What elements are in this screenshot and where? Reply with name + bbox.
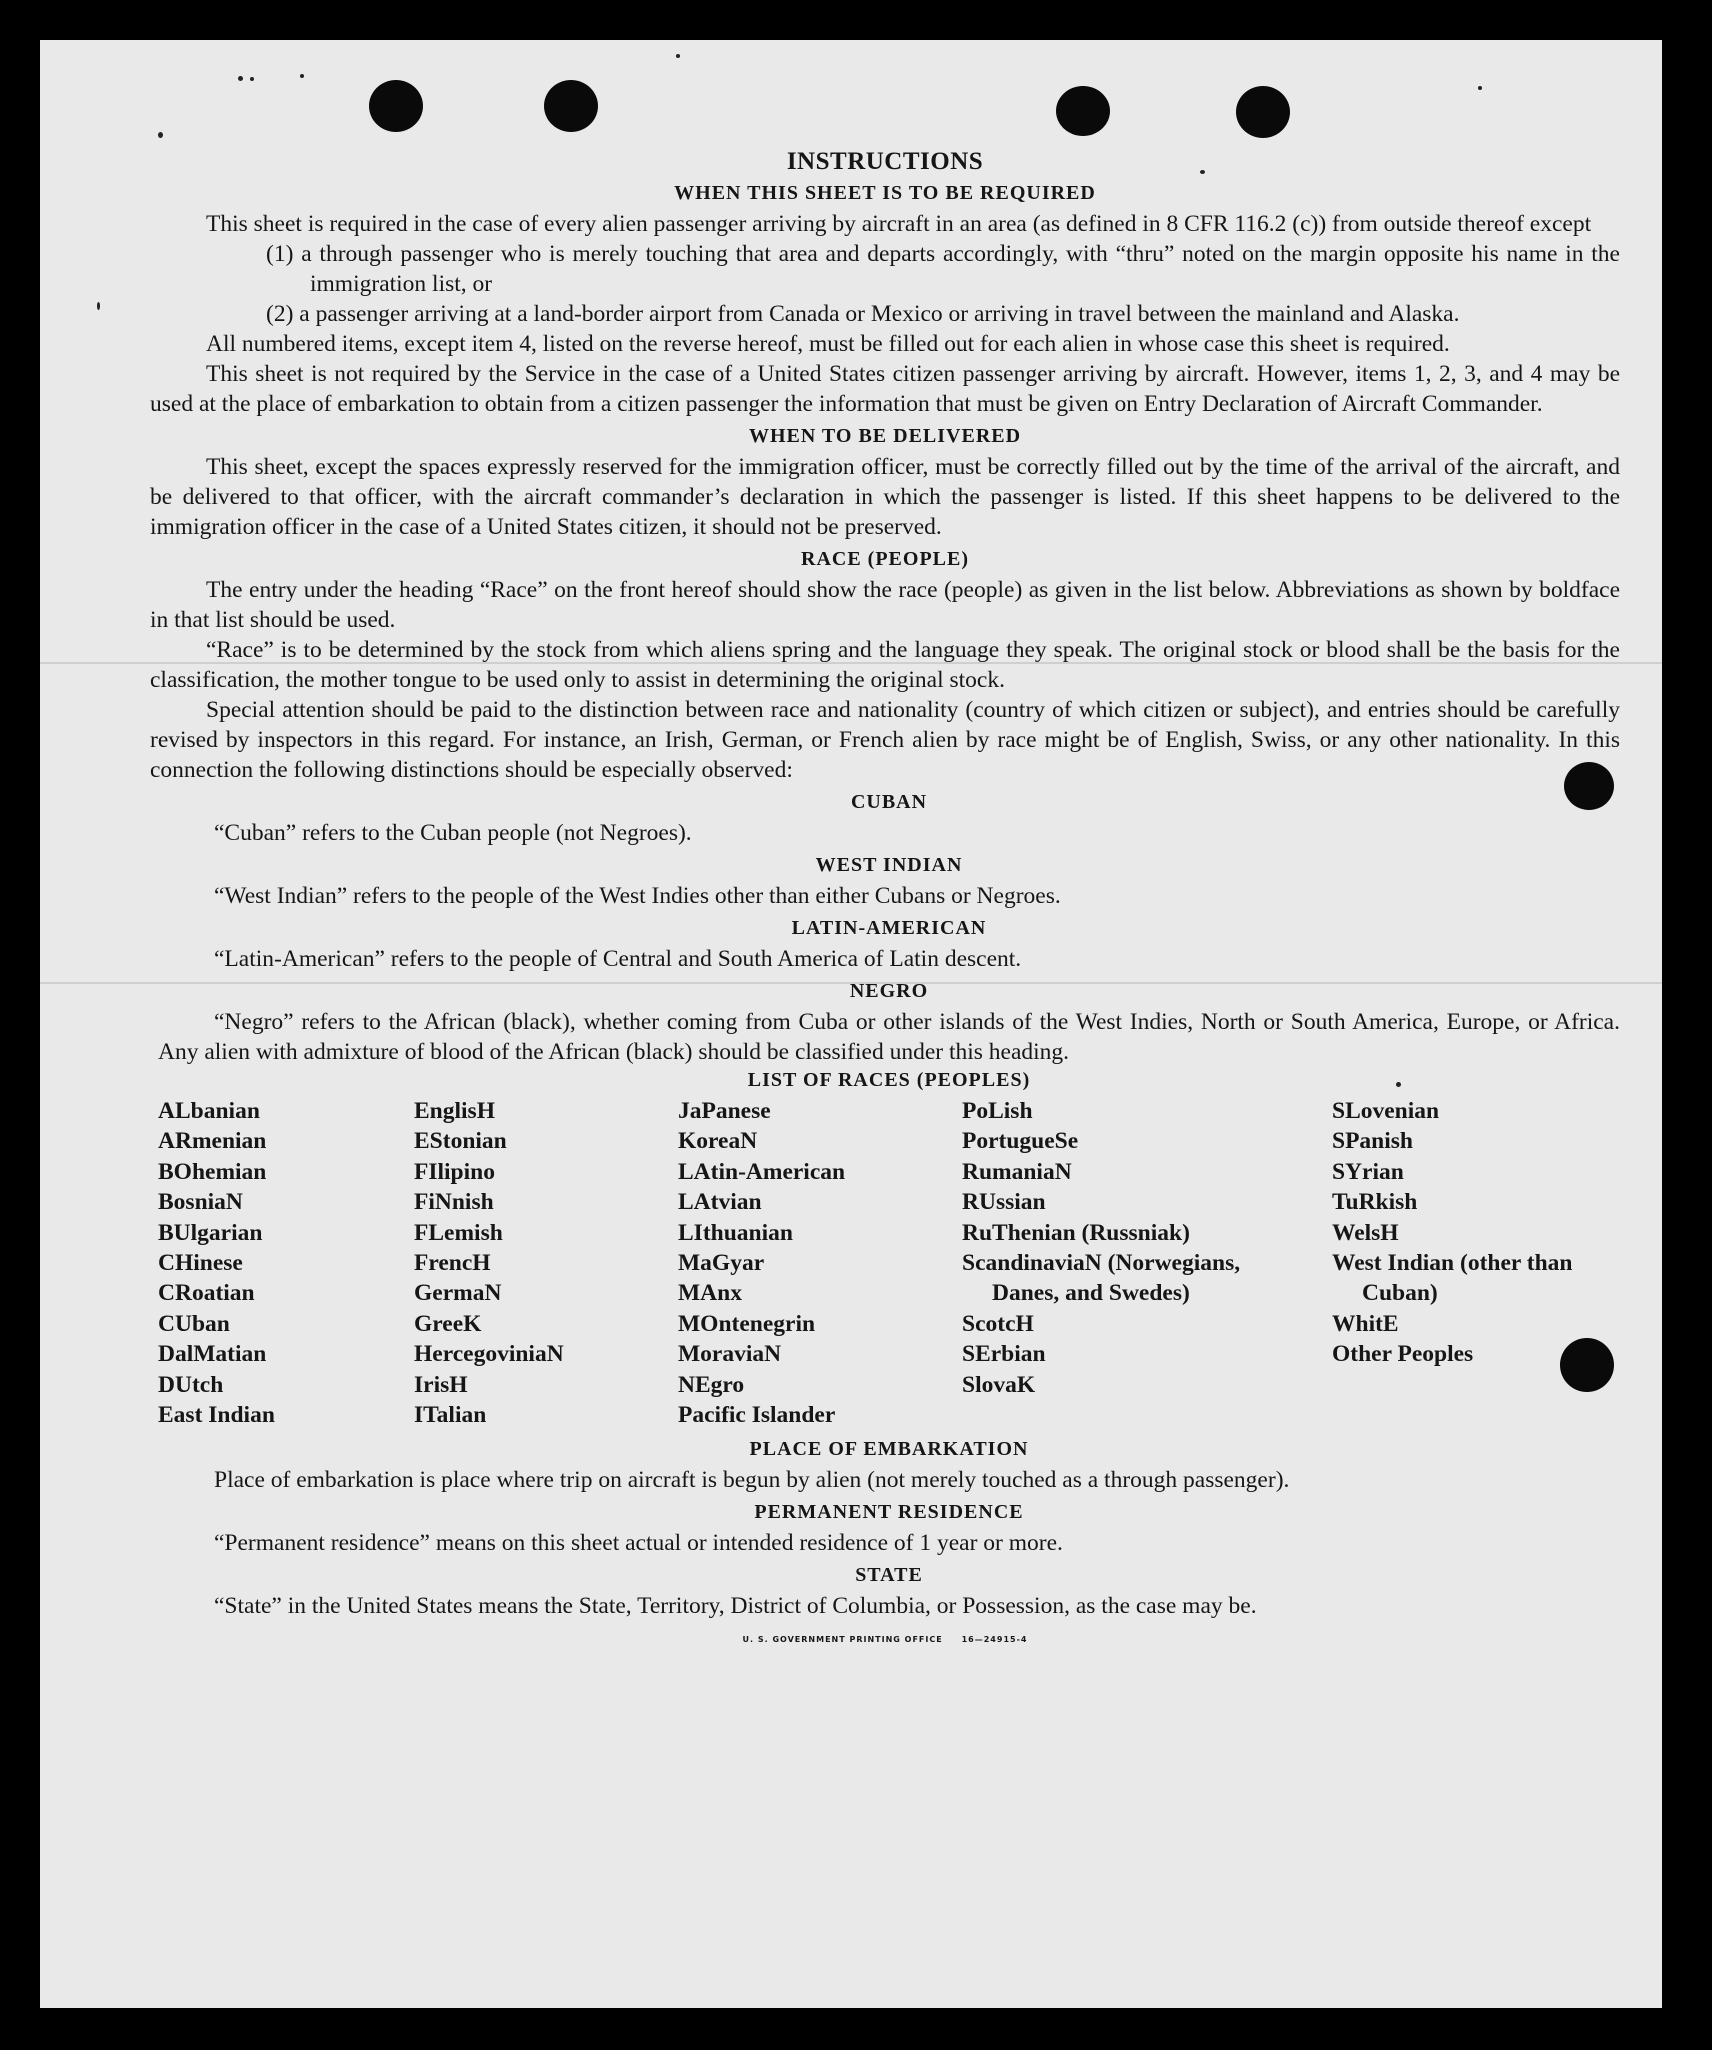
races-column-1 (158, 1096, 414, 1430)
list-item: (1) a through passenger who is merely touching that area and departs accordingly, with “thru” noted on the margin opposite his name in the immigration list, or (266, 241, 1620, 297)
race-item: EStonian (414, 1128, 507, 1155)
punch-hole (1236, 86, 1290, 138)
race-item: ScotcH (962, 1310, 1034, 1337)
race-item: East Indian (158, 1402, 275, 1429)
paragraph: Special attention should be paid to the distinction between race and nationality (country of which citizen or subject), and entries should be carefully revised by inspectors in this regard. For instance, an Irish, German, or French alien by race might be of English, Swiss, or any other nationality. In this connection the following distinctions should be especially observed: (150, 697, 1620, 783)
race-item: DalMatian (158, 1341, 267, 1368)
race-item: RumaniaN (962, 1158, 1072, 1185)
printer-imprint: U. S. GOVERNMENT PRINTING OFFICE 16—24915-4 (742, 1635, 1028, 1645)
race-item: CRoatian (158, 1280, 255, 1307)
paragraph: “Cuban” refers to the Cuban people (not Negroes). (214, 820, 692, 846)
race-item: SYrian (1332, 1158, 1404, 1185)
races-column-4 (962, 1096, 1332, 1430)
race-item: DUtch (158, 1371, 224, 1398)
race-item: CUban (158, 1310, 230, 1337)
races-column-5 (1332, 1096, 1612, 1430)
races-column-3 (678, 1096, 962, 1430)
race-item: WelsH (1332, 1219, 1399, 1246)
paragraph: “Race” is to be determined by the stock from which aliens spring and the language they speak. The original stock or blood shall be the basis for the classification, the mother tongue to be used only to assist in determining the original stock. (150, 637, 1620, 693)
paragraph: This sheet is required in the case of every alien passenger arriving by aircraft in an area (as defined in 8 CFR 116.2 (c)) from outside thereof except (206, 211, 1592, 237)
document-page (40, 40, 1662, 2008)
race-item: CHinese (158, 1250, 243, 1277)
paragraph: “Permanent residence” means on this sheet actual or intended residence of 1 year or more. (214, 1530, 1063, 1557)
race-item: LAtin-American (678, 1158, 846, 1185)
race-item: RUssian (962, 1189, 1046, 1216)
subsection-heading: WEST INDIAN (815, 854, 963, 876)
race-item: BUlgarian (158, 1219, 263, 1246)
race-item: LIthuanian (678, 1219, 793, 1246)
subsection-heading: LATIN-AMERICAN (791, 917, 987, 939)
section-heading: RACE (PEOPLE) (801, 548, 969, 570)
paragraph: This sheet, except the spaces expressly reserved for the immigration officer, must be correctly filled out by the time of the arrival of the aircraft, and be delivered to that officer, with the aircraft commander’s declaration in which the passenger is listed. If this sheet happens to be delivered to the immigration officer in the case of a United States citizen, it should not be preserved. (150, 454, 1620, 540)
race-item: RuThenian (Russniak) (962, 1219, 1190, 1246)
race-item: JaPanese (678, 1098, 771, 1124)
race-item: SlovaK (962, 1371, 1036, 1398)
race-item: FrencH (414, 1250, 491, 1277)
race-item: WhitE (1332, 1310, 1399, 1337)
punch-hole (369, 80, 423, 132)
section-heading: WHEN THIS SHEET IS TO BE REQUIRED (674, 182, 1096, 204)
section-heading: WHEN TO BE DELIVERED (748, 425, 1022, 447)
paragraph: The entry under the heading “Race” on the front hereof should show the race (people) as given in the list below. Abbreviations as shown by boldface in that list should be used. (150, 577, 1620, 633)
race-item: PoLish (962, 1098, 1033, 1124)
race-item: NEgro (678, 1371, 745, 1398)
race-item: SPanish (1332, 1128, 1413, 1155)
paragraph: All numbered items, except item 4, listed on the reverse hereof, must be filled out for each alien in whose case this sheet is required. (206, 331, 1450, 357)
race-item: Other Peoples (1332, 1341, 1474, 1368)
speck (158, 132, 163, 138)
race-item: ITalian (414, 1402, 487, 1429)
races-heading: LIST OF RACES (PEOPLES) (747, 1069, 1031, 1091)
race-item: MaGyar (678, 1250, 765, 1277)
paragraph: Place of embarkation is place where trip on aircraft is begun by alien (not merely touched as a through passenger). (214, 1467, 1290, 1494)
page-title: INSTRUCTIONS (786, 148, 984, 175)
race-item: West Indian (other than Cuban) (1332, 1250, 1573, 1307)
list-item: (2) a passenger arriving at a land-border airport from Canada or Mexico or arriving in travel between the mainland and Alaska. (266, 301, 1460, 327)
race-item: ALbanian (158, 1098, 260, 1124)
paragraph: This sheet is not required by the Service in the case of a United States citizen passenger arriving by aircraft. However, items 1, 2, 3, and 4 may be used at the place of embarkation to obtain from a citizen passenger the information that must be given on Entry Declaration of Aircraft Commander. (150, 361, 1620, 417)
race-item: MOntenegrin (678, 1310, 816, 1337)
race-item: SErbian (962, 1341, 1046, 1368)
race-item: KoreaN (678, 1128, 758, 1155)
instructions-content (150, 148, 1620, 1644)
race-item: SLovenian (1332, 1098, 1440, 1124)
races-column-2 (414, 1096, 678, 1430)
race-item: MAnx (678, 1280, 742, 1307)
speck (300, 74, 304, 78)
subsection-heading: CUBAN (850, 791, 928, 813)
paragraph: “State” in the United States means the State, Territory, District of Columbia, or Possession, as the case may be. (214, 1593, 1257, 1620)
race-item: LAtvian (678, 1189, 762, 1216)
punch-hole (544, 80, 598, 132)
race-item: BosniaN (158, 1189, 243, 1216)
race-item: FIlipino (414, 1158, 495, 1185)
race-item: FLemish (414, 1219, 503, 1246)
race-item: ScandinaviaN (Norwegians, Danes, and Swedes) (962, 1250, 1241, 1307)
race-item: Pacific Islander (678, 1402, 836, 1429)
paragraph: “West Indian” refers to the people of the West Indies other than either Cubans or Negroes. (214, 883, 1061, 909)
section-heading: PLACE OF EMBARKATION (749, 1438, 1029, 1461)
race-item: HercegoviniaN (414, 1341, 564, 1368)
race-item: FiNnish (414, 1189, 494, 1216)
speck (238, 76, 243, 81)
race-item: EnglisH (414, 1098, 495, 1124)
speck (97, 302, 100, 310)
race-item: MoraviaN (678, 1341, 782, 1368)
speck (676, 54, 680, 58)
section-heading: PERMANENT RESIDENCE (754, 1501, 1024, 1524)
paragraph: “Negro” refers to the African (black), whether coming from Cuba or other islands of the West Indies, North or South America, Europe, or Africa. Any alien with admixture of blood of the African (black) should be classified under this heading. (158, 1009, 1620, 1065)
race-item: IrisH (414, 1371, 468, 1398)
section-heading: STATE (855, 1564, 923, 1587)
race-item: GermaN (414, 1280, 502, 1307)
speck (1478, 86, 1482, 90)
race-item: PortugueSe (962, 1128, 1079, 1155)
paragraph: “Latin-American” refers to the people of Central and South America of Latin descent. (214, 946, 1022, 972)
subsection-heading: NEGRO (849, 980, 929, 1002)
race-item: ARmenian (158, 1128, 267, 1155)
punch-hole (1056, 86, 1110, 136)
races-list (158, 1096, 1620, 1430)
speck (250, 77, 254, 81)
race-item: BOhemian (158, 1158, 267, 1185)
race-item: TuRkish (1332, 1189, 1418, 1216)
race-item: GreeK (414, 1310, 482, 1337)
